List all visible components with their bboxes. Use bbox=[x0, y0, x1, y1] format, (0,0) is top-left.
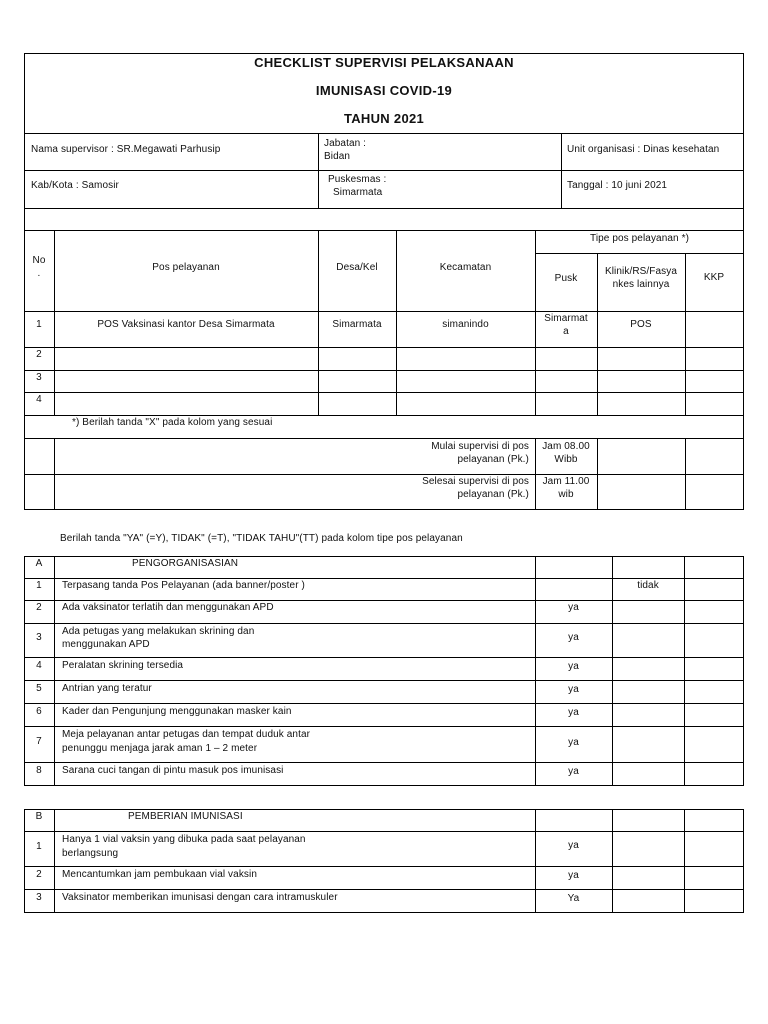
a1-no: 1 bbox=[36, 580, 42, 591]
a8-col1: ya bbox=[568, 766, 579, 777]
selesai-value-2: wib bbox=[558, 489, 574, 500]
b2-col1: ya bbox=[568, 870, 579, 881]
grid-line bbox=[24, 866, 744, 867]
grid-line bbox=[24, 657, 744, 658]
grid-line bbox=[24, 370, 744, 371]
grid-line bbox=[318, 133, 319, 208]
grid-line bbox=[24, 703, 744, 704]
grid-line bbox=[685, 438, 686, 509]
grid-line bbox=[561, 133, 562, 208]
a1-col2: tidak bbox=[637, 580, 659, 591]
jabatan-value: Bidan bbox=[324, 151, 351, 162]
document-subtitle: IMUNISASI COVID-19 bbox=[315, 83, 453, 98]
grid-line bbox=[684, 809, 685, 912]
document-year: TAHUN 2021 bbox=[343, 111, 425, 126]
a8-text: Sarana cuci tangan di pintu masuk pos imunisasi bbox=[62, 765, 284, 776]
col-header-no: No bbox=[32, 255, 46, 266]
a5-text: Antrian yang teratur bbox=[62, 683, 152, 694]
a6-no: 6 bbox=[36, 706, 42, 717]
a3-col1: ya bbox=[568, 632, 579, 643]
row-2-no: 2 bbox=[36, 349, 42, 360]
a7-text-2: penunggu menjaga jarak aman 1 – 2 meter bbox=[62, 743, 258, 754]
b3-col1: Ya bbox=[567, 893, 580, 904]
b2-no: 2 bbox=[36, 869, 42, 880]
row-4-no: 4 bbox=[36, 394, 42, 405]
instruction-text: Berilah tanda "YA" (=Y), TIDAK" (=T), "TIDAK TAHU"(TT) pada kolom tipe pos pelayanan bbox=[60, 533, 463, 544]
row-1-klinik: POS bbox=[630, 319, 652, 330]
grid-line bbox=[612, 809, 613, 912]
col-header-kecamatan: Kecamatan bbox=[439, 262, 492, 273]
section-a-code: A bbox=[35, 558, 43, 569]
grid-line bbox=[24, 347, 744, 348]
grid-line bbox=[24, 392, 744, 393]
grid-line bbox=[24, 680, 744, 681]
mulai-value-2: Wibb bbox=[554, 454, 578, 465]
a3-text: Ada petugas yang melakukan skrining dan bbox=[62, 626, 255, 637]
mulai-label: Mulai supervisi di pos bbox=[431, 441, 529, 452]
grid-line bbox=[24, 133, 744, 134]
grid-line bbox=[24, 208, 744, 209]
unit-organisasi: Unit organisasi : Dinas kesehatan bbox=[567, 144, 720, 155]
row-1-desa: Simarmata bbox=[332, 319, 382, 330]
grid-line bbox=[24, 762, 744, 763]
grid-line bbox=[54, 438, 55, 509]
b1-col1: ya bbox=[568, 840, 579, 851]
b2-text: Mencantumkan jam pembukaan vial vaksin bbox=[62, 869, 258, 880]
tanggal: Tanggal : 10 juni 2021 bbox=[567, 180, 668, 191]
grid-line bbox=[24, 831, 744, 832]
col-header-pusk: Pusk bbox=[554, 273, 578, 284]
row-1-pusk: Simarmat bbox=[544, 313, 588, 324]
grid-line bbox=[24, 785, 744, 786]
section-b-title: PEMBERIAN IMUNISASI bbox=[128, 811, 243, 822]
grid-line bbox=[24, 170, 744, 171]
grid-line bbox=[684, 556, 685, 785]
col-header-klinik-2: nkes lainnya bbox=[612, 279, 670, 290]
grid-line bbox=[743, 556, 744, 785]
a6-text: Kader dan Pengunjung menggunakan masker kain bbox=[62, 706, 292, 717]
a2-text: Ada vaksinator terlatih dan menggunakan APD bbox=[62, 602, 274, 613]
col-header-no-dot: . bbox=[37, 268, 41, 279]
grid-line bbox=[24, 230, 744, 231]
a3-no: 3 bbox=[36, 632, 42, 643]
table-border-top bbox=[24, 53, 744, 54]
grid-line bbox=[597, 438, 598, 509]
note-x: *) Berilah tanda "X" pada kolom yang sesuai bbox=[72, 417, 273, 428]
a5-col1: ya bbox=[568, 684, 579, 695]
a2-col1: ya bbox=[568, 602, 579, 613]
section-a-title: PENGORGANISASIAN bbox=[132, 558, 239, 569]
a4-no: 4 bbox=[36, 660, 42, 671]
a7-no: 7 bbox=[36, 736, 42, 747]
b3-text: Vaksinator memberikan imunisasi dengan cara intramuskuler bbox=[62, 892, 338, 903]
mulai-value: Jam 08.00 bbox=[542, 441, 590, 452]
b1-text: Hanya 1 vial vaksin yang dibuka pada saat pelayanan bbox=[62, 834, 306, 845]
grid-line bbox=[24, 311, 744, 312]
mulai-label-2: pelayanan (Pk.) bbox=[457, 454, 529, 465]
grid-line bbox=[24, 726, 744, 727]
a4-text: Peralatan skrining tersedia bbox=[62, 660, 184, 671]
a5-no: 5 bbox=[36, 683, 42, 694]
grid-line bbox=[24, 623, 744, 624]
col-header-tipe: Tipe pos pelayanan *) bbox=[589, 233, 689, 244]
col-header-kkp: KKP bbox=[703, 272, 725, 283]
grid-line bbox=[24, 889, 744, 890]
grid-line bbox=[743, 809, 744, 912]
row-1-no: 1 bbox=[36, 319, 42, 330]
a8-no: 8 bbox=[36, 765, 42, 776]
col-header-pos: Pos pelayanan bbox=[152, 262, 220, 273]
col-header-desa: Desa/Kel bbox=[336, 262, 378, 273]
b1-text-2: berlangsung bbox=[62, 848, 119, 859]
grid-line bbox=[54, 556, 55, 785]
document-title: CHECKLIST SUPERVISI PELAKSANAAN bbox=[254, 55, 514, 70]
selesai-value: Jam 11.00 bbox=[542, 476, 590, 487]
grid-line bbox=[24, 509, 744, 510]
row-1-pusk-2: a bbox=[563, 326, 569, 337]
a6-col1: ya bbox=[568, 707, 579, 718]
grid-line bbox=[24, 912, 744, 913]
section-b-code: B bbox=[35, 811, 43, 822]
row-3-no: 3 bbox=[36, 372, 42, 383]
b1-no: 1 bbox=[36, 841, 42, 852]
a1-text: Terpasang tanda Pos Pelayanan (ada banner/poster ) bbox=[62, 580, 305, 591]
puskesmas-label: Puskesmas : bbox=[328, 174, 387, 185]
a4-col1: ya bbox=[568, 661, 579, 672]
kab-kota: Kab/Kota : Samosir bbox=[31, 180, 119, 191]
selesai-label: Selesai supervisi di pos bbox=[422, 476, 529, 487]
grid-line bbox=[24, 438, 744, 439]
col-header-klinik: Klinik/RS/Fasya bbox=[604, 266, 678, 277]
b3-no: 3 bbox=[36, 892, 42, 903]
grid-line bbox=[535, 253, 744, 254]
jabatan-label: Jabatan : bbox=[324, 138, 367, 149]
supervisor-name: Nama supervisor : SR.Megawati Parhusip bbox=[31, 144, 221, 155]
a7-col1: ya bbox=[568, 737, 579, 748]
a3-text-2: menggunakan APD bbox=[62, 639, 150, 650]
puskesmas-value: Simarmata bbox=[333, 187, 383, 198]
a7-text: Meja pelayanan antar petugas dan tempat duduk antar bbox=[62, 729, 311, 740]
row-1-pos: POS Vaksinasi kantor Desa Simarmata bbox=[97, 319, 275, 330]
row-1-kecamatan: simanindo bbox=[442, 319, 489, 330]
grid-line bbox=[54, 809, 55, 912]
a2-no: 2 bbox=[36, 602, 42, 613]
selesai-label-2: pelayanan (Pk.) bbox=[457, 489, 529, 500]
